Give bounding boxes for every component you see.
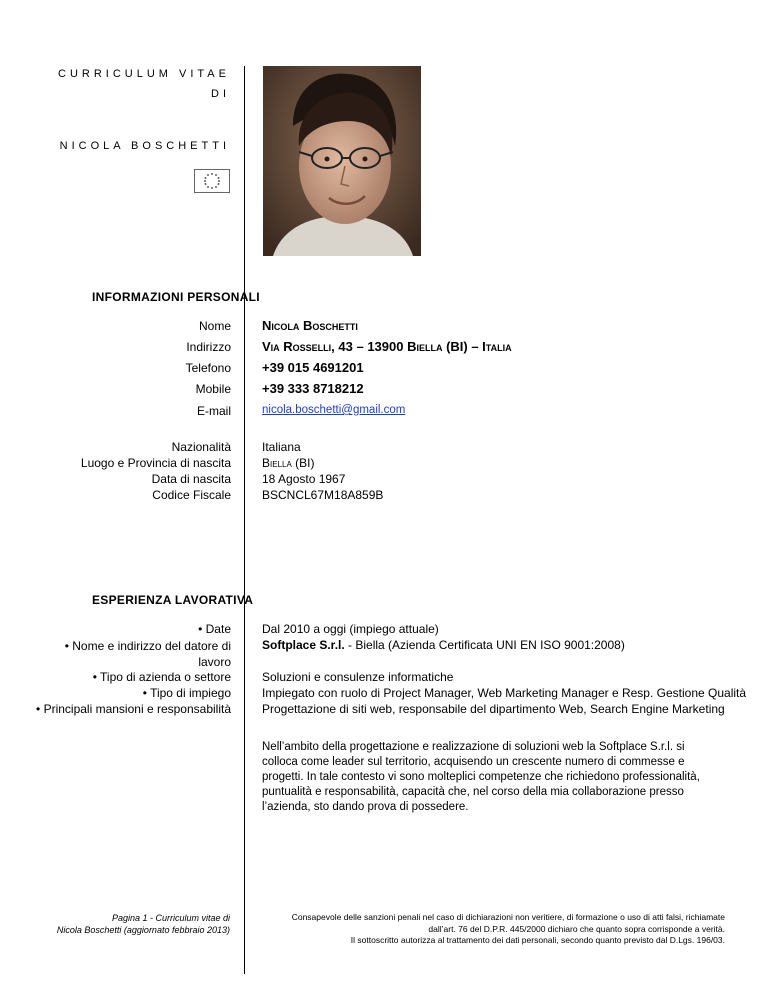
portrait-photo — [263, 66, 421, 256]
cv-owner-name: NICOLA BOSCHETTI — [59, 140, 230, 152]
cv-title-di: DI — [211, 88, 230, 100]
label-date: • Date — [198, 622, 231, 636]
footer-disclaimer — [255, 912, 725, 947]
footer-disclaimer-line1: Consapevole delle sanzioni penali nel caso di dichiarazioni non veritiere, di formazione o uso di atti falsi, richiamate — [291, 912, 725, 922]
cv-title: CURRICULUM VITAE — [58, 68, 230, 80]
experience-description: Nell’ambito della progettazione e realizzazione di soluzioni web la Softplace S.r.l. si colloca come leader sul territorio, acquisendo un crescente numero di commesse e progetti. In tale contesto vi sono molteplici competenze che richiedono professionalità, puntualità e responsabilità, capacità che, nel corso della mia collaborazione presso l’azienda, sto dando prova di possedere. — [262, 741, 700, 813]
label-duties: • Principali mansioni e responsabilità — [36, 702, 231, 716]
vertical-divider — [244, 66, 245, 974]
value-indirizzo: Via Rosselli, 43 – 13900 Biella (BI) – Italia — [262, 339, 512, 354]
value-date: Dal 2010 a oggi (impiego attuale) — [262, 622, 439, 636]
value-employer — [262, 638, 625, 652]
eu-flag-icon — [194, 169, 230, 193]
label-nome: Nome — [198, 319, 231, 333]
footer-disclaimer-line3: Il sottoscritto autorizza al trattamento dei dati personali, secondo quanto previsto dal D.Lgs. 196/03. — [350, 935, 725, 945]
label-luogo-nascita: Luogo e Provincia di nascita — [80, 456, 231, 470]
value-mobile: +39 333 8718212 — [262, 381, 364, 396]
value-duties: Progettazione di siti web, responsabile del dipartimento Web, Search Engine Marketing — [262, 702, 725, 716]
label-telefono: Telefono — [185, 361, 231, 375]
label-email: E-mail — [196, 404, 231, 418]
value-codice-fiscale: BSCNCL67M18A859B — [262, 488, 384, 502]
label-indirizzo: Indirizzo — [186, 340, 231, 354]
value-job-type: Impiegato con ruolo di Project Manager, Web Marketing Manager e Resp. Gestione Qualità — [262, 686, 747, 700]
label-sector: • Tipo di azienda o settore — [92, 670, 231, 684]
value-nome: Nicola Boschetti — [262, 318, 358, 333]
email-link[interactable]: nicola.boschetti@gmail.com — [262, 404, 406, 416]
value-nazionalita: Italiana — [262, 440, 301, 454]
footer-page-line2: Nicola Boschetti (aggiornato febbraio 2013) — [56, 925, 230, 935]
label-job-type: • Tipo di impiego — [142, 686, 231, 700]
label-employer: • Nome e indirizzo del datore di lavoro — [64, 639, 231, 669]
label-mobile: Mobile — [195, 382, 231, 396]
footer-page-info — [30, 912, 230, 936]
value-data-nascita: 18 Agosto 1967 — [262, 472, 346, 486]
footer-disclaimer-line2: dall’art. 76 del D.P.R. 445/2000 dichiaro che quanto sopra corrisponde a verità. — [428, 923, 725, 934]
value-sector: Soluzioni e consulenze informatiche — [262, 670, 454, 684]
employer-details: - Biella (Azienda Certificata UNI EN ISO 9001:2008) — [344, 638, 625, 652]
section-heading-experience: ESPERIENZA LAVORATIVA — [92, 593, 254, 607]
label-nazionalita: Nazionalità — [171, 440, 231, 454]
footer-page-line1: Pagina 1 - Curriculum vitae di — [111, 913, 230, 923]
value-luogo-nascita: Biella (BI) — [262, 456, 315, 470]
label-codice-fiscale: Codice Fiscale — [152, 488, 231, 502]
value-telefono: +39 015 4691201 — [262, 360, 364, 375]
employer-name: Softplace S.r.l. — [262, 638, 345, 652]
label-data-nascita: Data di nascita — [151, 472, 231, 486]
section-heading-personal: INFORMAZIONI PERSONALI — [92, 290, 260, 304]
